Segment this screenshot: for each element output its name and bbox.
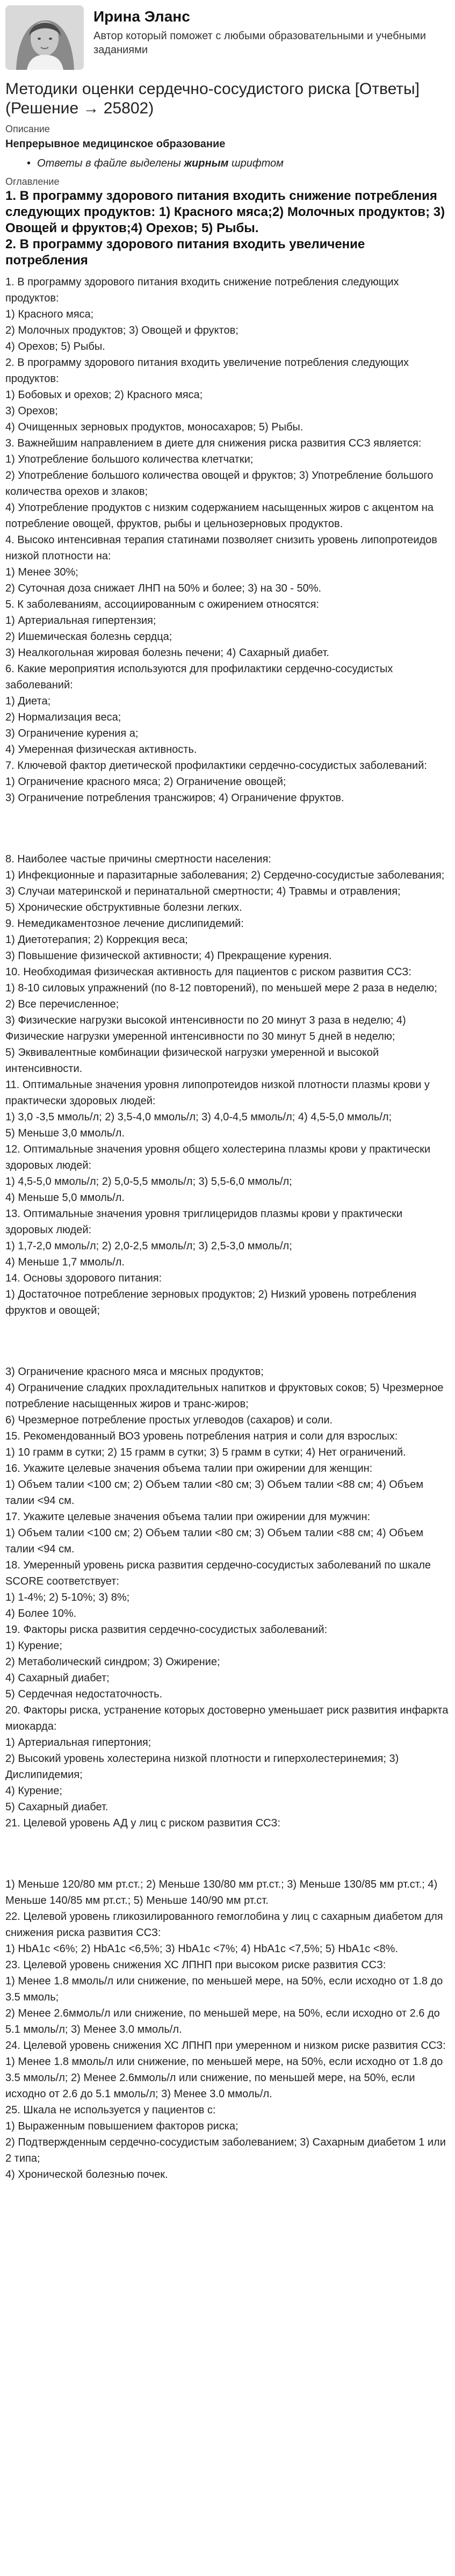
answer-option: 1) Употребление большого количества клетчатки; (5, 454, 254, 465)
answer-option: 1) Диетотерапия; 2) Коррекция веса; (5, 934, 188, 946)
question-text: 22. Целевой уровень гликозилированного гемоглобина у лиц с сахарным диабетом для снижения риска развития ССЗ: (5, 1911, 443, 1939)
bullet-icon: • (27, 157, 31, 169)
answers-note (27, 156, 450, 171)
answer-option: 3) Неалкогольная жировая болезнь печени; 4) Сахарный диабет. (5, 647, 329, 659)
answer-option: 1) Инфекционные и паразитарные заболевания; 2) Сердечно-сосудистые заболевания; (5, 869, 445, 881)
answer-option: 1) Менее 1.8 ммоль/л или снижение, по меньшей мере, на 50%, если исходно от 1.8 до 3.5 ммоль/л; 2) Менее 2.6ммоль/л или снижение, по меньшей мере, на 50%, если исходно от 2.6 до 5.1 ммоль/л; 3) Менее 3.0 ммоль/л. (5, 2056, 443, 2100)
question-text: 19. Факторы риска развития сердечно-сосудистых заболеваний: (5, 1624, 328, 1636)
question-text: 8. Наиболее частые причины смертности населения: (5, 853, 271, 865)
page-title: Методики оценки сердечно-сосудистого риска [Ответы] (Решение → 25802) (5, 80, 420, 117)
question-text: 17. Укажите целевые значения объема талии при ожирении для мужчин: (5, 1511, 371, 1523)
answer-option: 2) Употребление большого количества овощей и фруктов; 3) Употребление большого количества орехов и злаков; (5, 470, 434, 498)
answer-option: 1) Артериальная гипертензия; (5, 615, 156, 627)
questions-content (5, 274, 450, 2183)
answer-option: 2) Ишемическая болезнь сердца; (5, 631, 172, 643)
answer-option: 1) Красного мяса; (5, 308, 94, 320)
question-text: 2. В программу здорового питания входить увеличение потребления следующих продуктов: (5, 357, 409, 385)
author-info (93, 5, 450, 57)
answer-option: 2) Подтвержденным сердечно-сосудистым заболеванием; 3) Сахарным диабетом 1 или 2 типа; (5, 2136, 446, 2164)
answer-option: 4) Меньше 1,7 ммоль/л. (5, 1256, 125, 1268)
answer-option: 4) Более 10%. (5, 1608, 77, 1620)
answer-option: 1) Менее 30%; (5, 566, 78, 578)
answer-option: 2) Нормализация веса; (5, 711, 121, 723)
question-text: 16. Укажите целевые значения объема талии при ожирении для женщин: (5, 1463, 373, 1474)
question-text: 23. Целевой уровень снижения ХС ЛПНП при высоком риске развития ССЗ: (5, 1959, 386, 1971)
author-header (5, 5, 450, 71)
answer-option: 3) Орехов; (5, 405, 58, 417)
toc-link[interactable]: 1. В программу здорового питания входить снижение потребления следующих продуктов: 1) Красного мяса;2) Молочных продуктов; 3) Овощей и фруктов;4) Орехов; 5) Рыбы. (5, 189, 445, 235)
question-text: 18. Умеренный уровень риска развития сердечно-сосудистых заболеваний по шкале SCORE соответствует: (5, 1559, 431, 1587)
answer-option: 1) 8-10 силовых упражнений (по 8-12 повторений), по меньшей мере 2 раза в неделю; 2) Все перечисленное; (5, 982, 437, 1010)
answer-option: 4) Очищенных зерновых продуктов, моносахаров; 5) Рыбы. (5, 421, 304, 433)
answer-option: 5) Эквивалентные комбинации физической нагрузки умеренной и высокой интенсивности. (5, 1047, 379, 1075)
answer-option: 2) Суточная доза снижает ЛНП на 50% и более; 3) на 30 - 50%. (5, 582, 322, 594)
toc-link[interactable]: 2. В программу здорового питания входить увеличение потребления (5, 237, 365, 268)
question-text: 25. Шкала не используется у пациентов с: (5, 2104, 216, 2116)
answer-option: 1) 10 грамм в сутки; 2) 15 грамм в сутки; 3) 5 грамм в сутки; 4) Нет ограничений. (5, 1447, 406, 1458)
answer-option: 1) 1-4%; 2) 5-10%; 3) 8%; (5, 1592, 130, 1603)
answer-option: 2) Молочных продуктов; 3) Овощей и фруктов; (5, 325, 239, 336)
answer-option: 4) Курение; (5, 1785, 62, 1797)
answer-option: 5) Меньше 3,0 ммоль/л. (5, 1127, 125, 1139)
author-avatar[interactable] (5, 5, 84, 70)
answer-option: 2) Менее 2.6ммоль/л или снижение, по меньшей мере, на 50%, если исходно от 2.6 до 5.1 ммоль/л; 3) Менее 3.0 ммоль/л. (5, 2007, 440, 2035)
answer-option: 1) Меньше 120/80 мм рт.ст.; 2) Меньше 130/80 мм рт.ст.; 3) Меньше 130/85 мм рт.ст.; 4) Меньше 140/85 мм рт.ст.; 5) Меньше 140/90 мм рт.ст. (5, 1879, 438, 1906)
answer-option: 4) Сахарный диабет; (5, 1672, 110, 1684)
page-break-gap (5, 1319, 450, 1364)
answer-option: 3) Ограничение потребления трансжиров; 4) Ограничение фруктов. (5, 792, 344, 804)
answer-option: 1) Объем талии <100 см; 2) Объем талии <80 см; 3) Объем талии <88 см; 4) Объем талии <94 см. (5, 1479, 423, 1507)
answer-option: 1) Достаточное потребление зерновых продуктов; 2) Низкий уровень потребления фруктов и овощей; (5, 1289, 417, 1316)
answer-option: 2) Метаболический синдром; 3) Ожирение; (5, 1656, 220, 1668)
answer-option: 4) Умеренная физическая активность. (5, 744, 197, 755)
answer-option: 1) 4,5-5,0 ммоль/л; 2) 5,0-5,5 ммоль/л; 3) 5,5-6,0 ммоль/л; (5, 1176, 292, 1188)
answer-option: 1) Артериальная гипертония; (5, 1737, 151, 1748)
answer-option: 1) Выраженным повышением факторов риска; (5, 2120, 239, 2132)
question-text: 4. Высоко интенсивная терапия статинами позволяет снизить уровень липопротеидов низкой плотности на: (5, 534, 437, 562)
answer-option: 4) Ограничение сладких прохладительных напитков и фруктовых соков; 5) Чрезмерное потребление насыщенных жиров и транс-жиров; (5, 1382, 444, 1410)
question-text: 1. В программу здорового питания входить снижение потребления следующих продуктов: (5, 276, 399, 304)
answer-option: 3) Случаи материнской и перинатальной смертности; 4) Травмы и отравления; (5, 886, 401, 897)
answer-option: 1) Диета; (5, 695, 51, 707)
question-text: 24. Целевой уровень снижения ХС ЛПНП при умеренном и низком риске развития ССЗ: (5, 2040, 446, 2052)
subject-title: Непрерывное медицинское образование (5, 138, 226, 150)
answer-option: 4) Меньше 5,0 ммоль/л. (5, 1192, 125, 1204)
question-text: 9. Немедикаментозное лечение дислипидемий: (5, 918, 244, 930)
answer-option: 1) Объем талии <100 см; 2) Объем талии <80 см; 3) Объем талии <88 см; 4) Объем талии <94 см. (5, 1527, 423, 1555)
answers-note-text: Ответы в файле выделены жирным шрифтом (37, 157, 284, 169)
answer-option: 1) Курение; (5, 1640, 62, 1652)
author-name[interactable]: Ирина Эланс (93, 8, 190, 25)
question-text: 7. Ключевой фактор диетической профилактики сердечно-сосудистых заболеваний: (5, 760, 427, 772)
question-text: 14. Основы здорового питания: (5, 1272, 162, 1284)
answer-option: 5) Хронические обструктивные болезни легких. (5, 902, 242, 913)
question-text: 12. Оптимальные значения уровня общего холестерина плазмы крови у практически здоровых людей: (5, 1143, 431, 1171)
question-text: 21. Целевой уровень АД у лиц с риском развития ССЗ: (5, 1817, 281, 1829)
answer-option: 3) Ограничение курения а; (5, 728, 139, 739)
answer-option: 5) Сердечная недостаточность. (5, 1688, 163, 1700)
page-break-gap (5, 1831, 450, 1876)
answer-option: 1) Бобовых и орехов; 2) Красного мяса; (5, 389, 203, 401)
question-text: 13. Оптимальные значения уровня триглицеридов плазмы крови у практически здоровых людей: (5, 1208, 403, 1236)
answer-option: 4) Орехов; 5) Рыбы. (5, 341, 105, 352)
question-text: 10. Необходимая физическая активность для пациентов с риском развития ССЗ: (5, 966, 411, 978)
question-text: 20. Факторы риска, устранение которых достоверно уменьшает риск развития инфаркта миокарда: (5, 1704, 449, 1732)
description-label: Описание (5, 124, 50, 134)
question-text: 3. Важнейшим направлением в диете для снижения риска развития ССЗ является: (5, 437, 422, 449)
answer-option: 2) Высокий уровень холестерина низкой плотности и гиперхолестеринемия; 3) Дислипидемия; (5, 1753, 399, 1781)
answer-option: 5) Сахарный диабет. (5, 1801, 109, 1813)
answer-option: 3) Ограничение красного мяса и мясных продуктов; (5, 1366, 264, 1378)
answer-option: 1) 3,0 -3,5 ммоль/л; 2) 3,5-4,0 ммоль/л; 3) 4,0-4,5 ммоль/л; 4) 4,5-5,0 ммоль/л; (5, 1111, 392, 1123)
answer-option: 3) Повышение физической активности; 4) Прекращение курения. (5, 950, 332, 962)
answer-option: 1) 1,7-2,0 ммоль/л; 2) 2,0-2,5 ммоль/л; 3) 2,5-3,0 ммоль/л; (5, 1240, 292, 1252)
answer-option: 1) Менее 1.8 ммоль/л или снижение, по меньшей мере, на 50%, если исходно от 1.8 до 3.5 ммоль; (5, 1975, 443, 2003)
answer-option: 6) Чрезмерное потребление простых углеводов (сахаров) и соли. (5, 1414, 333, 1426)
answer-option: 1) Ограничение красного мяса; 2) Ограничение овощей; (5, 776, 286, 788)
answer-option: 1) HbA1c <6%; 2) HbA1c <6,5%; 3) HbA1c <7%; 4) HbA1c <7,5%; 5) HbA1c <8%. (5, 1943, 398, 1955)
page-break-gap (5, 806, 450, 851)
answer-option: 3) Физические нагрузки высокой интенсивности по 20 минут 3 раза в неделю; 4) Физические нагрузки умеренной интенсивности по 30 минут 5 дней в неделю; (5, 1014, 406, 1042)
author-description: Автор который поможет с любыми образовательными и учебными заданиями (93, 30, 426, 56)
answer-option: 4) Хронической болезнью почек. (5, 2169, 168, 2181)
answer-option: 4) Употребление продуктов с низким содержанием насыщенных жиров с акцентом на потребление овощей, фруктов, рыбы и цельнозерновых продуктов. (5, 502, 434, 530)
toc-label: Оглавление (5, 176, 60, 187)
question-text: 15. Рекомендованный ВОЗ уровень потребления натрия и соли для взрослых: (5, 1430, 398, 1442)
question-text: 5. К заболеваниям, ассоциированным с ожирением относятся: (5, 599, 319, 610)
question-text: 6. Какие мероприятия используются для профилактики сердечно-сосудистых заболеваний: (5, 663, 393, 691)
question-text: 11. Оптимальные значения уровня липопротеидов низкой плотности плазмы крови у практически здоровых людей: (5, 1079, 430, 1107)
